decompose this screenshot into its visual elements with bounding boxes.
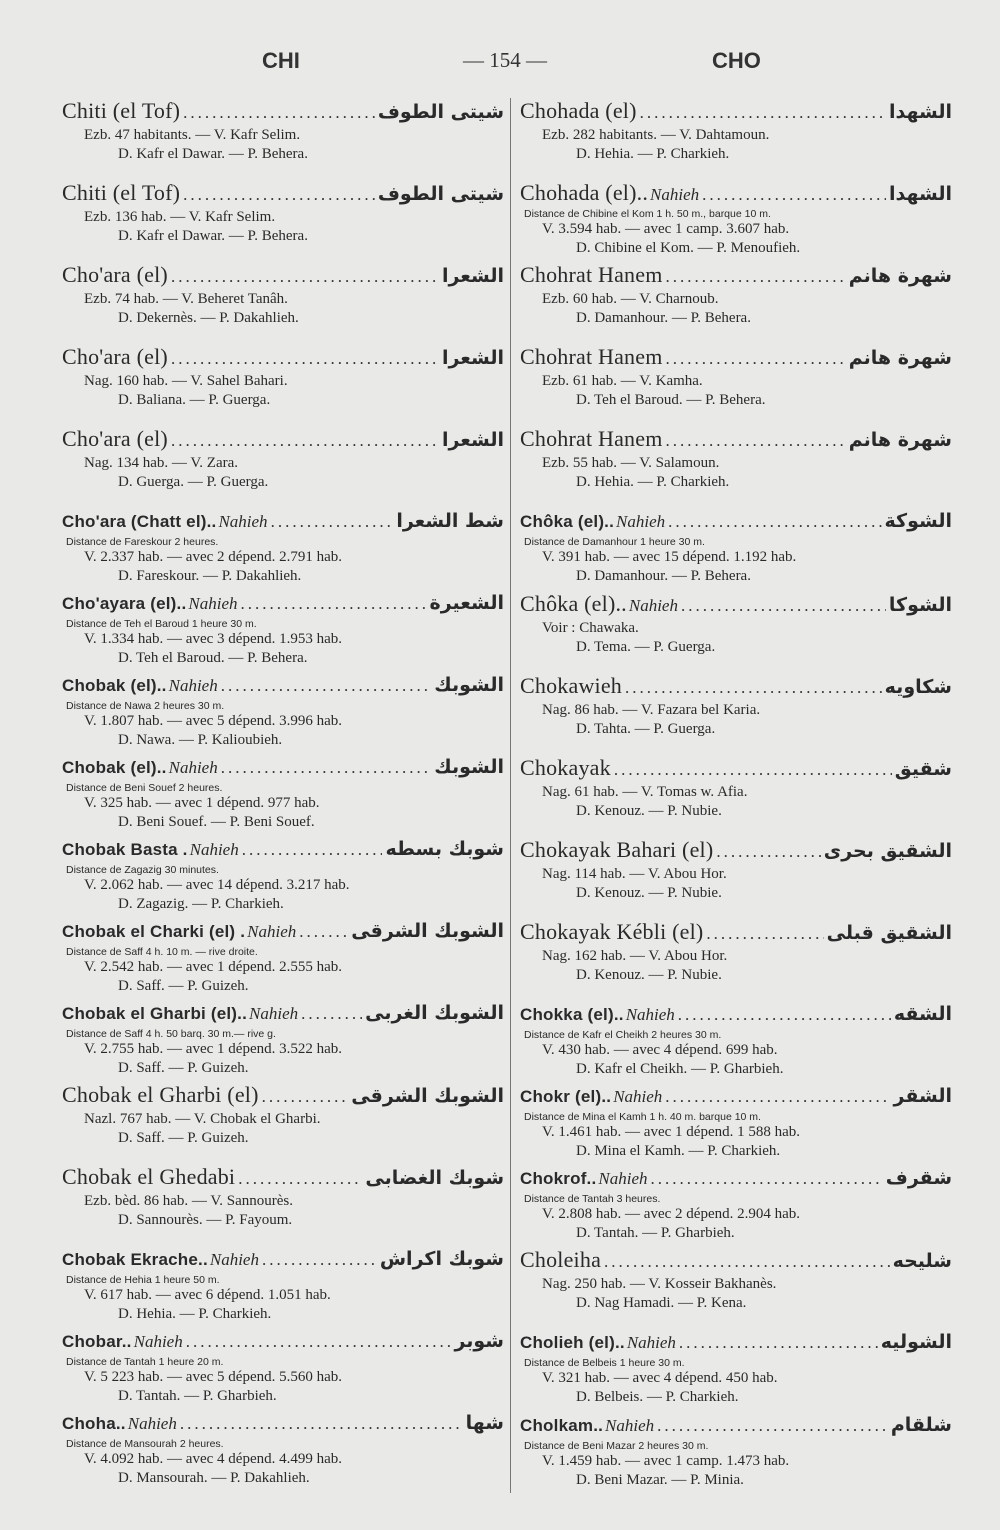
leader-dots [679, 1328, 878, 1358]
gazetteer-entry [62, 506, 504, 588]
arabic-name: شهرة هانم [848, 265, 952, 288]
entry-district: D. Baliana. — P. Guerga. [118, 392, 271, 408]
entry-population: Nag. 250 hab. — V. Kosseir Bakhanès. [542, 1276, 777, 1293]
entry-kind: Nahieh [598, 1169, 648, 1189]
entry-distance: Distance de Tantah 3 heures. [524, 1193, 661, 1206]
leader-dots [657, 1411, 888, 1441]
entry-name: Chôka (el).. [520, 512, 615, 532]
leader-dots [666, 426, 846, 456]
entry-kind: Nahieh [650, 185, 700, 205]
entry-name: Chobak (el).. [62, 676, 167, 695]
entry-headline [520, 917, 952, 947]
arabic-name: شوبر [454, 1330, 504, 1352]
arabic-name: الشعيرة [429, 592, 504, 614]
entry-population: Ezb. bèd. 86 hab. — V. Sannourès. [84, 1193, 294, 1209]
gazetteer-entry [520, 917, 952, 999]
arabic-name: شها [465, 1412, 504, 1434]
entry-name: Chôka (el).. [520, 590, 627, 616]
arabic-name: شيتى الطوف [377, 183, 504, 205]
arabic-name: الشوبك الشرقى [351, 920, 504, 942]
entry-district: D. Zagazig. — P. Charkieh. [118, 896, 284, 912]
entry-name: Cholieh (el).. [520, 1333, 625, 1353]
gazetteer-entry [520, 96, 952, 178]
entry-headline [62, 998, 504, 1028]
entry-name: Cho'ara (el) [62, 344, 168, 369]
entry-population: Nag. 134 hab. — V. Zara. [84, 455, 238, 471]
entry-headline [62, 916, 504, 946]
header-left: CHI [262, 48, 300, 73]
entry-population: V. 1.334 hab. — avec 3 dépend. 1.953 hab. [84, 631, 343, 647]
entry-population: Voir : Chawaka. [542, 619, 639, 636]
entry-kind: Nahieh [605, 1415, 655, 1435]
entry-kind: Nahieh [218, 512, 268, 531]
leader-dots [665, 1082, 890, 1112]
entry-name: Chokka (el).. [520, 1005, 624, 1025]
gazetteer-entry [62, 260, 504, 342]
entry-district: D. Kafr el Cheikh. — P. Gharbieh. [576, 1061, 784, 1078]
entry-population: Nag. 160 hab. — V. Sahel Bahari. [84, 373, 288, 389]
leader-dots [183, 98, 375, 128]
entry-distance: Distance de Saff 4 h. 50 barq. 30 m.— rive g. [66, 1028, 276, 1040]
entry-population: V. 2.337 hab. — avec 2 dépend. 2.791 hab. [84, 549, 343, 565]
entry-district: D. Hehia. — P. Charkieh. [118, 1306, 272, 1322]
gazetteer-entry [62, 588, 504, 670]
gazetteer-entry [520, 835, 952, 917]
entry-population: V. 1.807 hab. — avec 5 dépend. 3.996 hab. [84, 713, 343, 729]
entry-kind: Nahieh [168, 758, 218, 777]
entry-district: D. Kenouz. — P. Nubie. [576, 802, 722, 819]
entry-headline [520, 1327, 952, 1357]
right-column [520, 96, 952, 1492]
entry-population: V. 4.092 hab. — avec 4 dépend. 4.499 hab. [84, 1451, 343, 1467]
entry-district: D. Mansourah. — P. Dakahlieh. [118, 1470, 310, 1486]
leader-dots [702, 180, 886, 210]
entry-name: Chobak Ekrache.. [62, 1250, 208, 1269]
entry-district: D. Damanhour. — P. Behera. [576, 310, 751, 327]
entry-headline [62, 1326, 504, 1356]
entry-name: Chobak (el).. [62, 758, 167, 777]
entry-population: V. 3.594 hab. — avec 1 camp. 3.607 hab. [542, 221, 790, 238]
gazetteer-entry [62, 178, 504, 260]
entry-headline [62, 506, 504, 536]
leader-dots [604, 1247, 890, 1277]
arabic-name: شط الشعرا [396, 510, 504, 532]
entry-kind: Nahieh [249, 1004, 299, 1023]
entry-population: V. 2.808 hab. — avec 2 dépend. 2.904 hab. [542, 1206, 801, 1223]
entry-district: D. Teh el Baroud. — P. Behera. [118, 650, 308, 666]
entry-district: D. Saff. — P. Guizeh. [118, 1130, 249, 1146]
entry-headline [520, 999, 952, 1029]
entry-headline [520, 835, 952, 865]
arabic-name: الشقر [893, 1085, 952, 1108]
entry-population: Ezb. 136 hab. — V. Kafr Selim. [84, 209, 276, 225]
arabic-name: الشوليه [880, 1331, 952, 1354]
entry-headline [62, 752, 504, 782]
entry-name: Chobak el Charki (el) . [62, 922, 246, 941]
entry-kind: Nahieh [168, 676, 218, 695]
gazetteer-entry [520, 589, 952, 671]
leader-dots [301, 999, 362, 1029]
entry-district: D. Fareskour. — P. Dakahlieh. [118, 568, 302, 584]
gazetteer-entry [62, 1080, 504, 1162]
entry-distance: Distance de Kafr el Cheikh 2 heures 30 m. [524, 1029, 722, 1042]
entry-population: V. 617 hab. — avec 6 dépend. 1.051 hab. [84, 1287, 331, 1303]
entry-headline [62, 1408, 504, 1438]
entry-population: V. 391 hab. — avec 15 dépend. 1.192 hab. [542, 549, 797, 566]
leader-dots [262, 1245, 377, 1275]
entry-district: D. Damanhour. — P. Behera. [576, 568, 751, 585]
column-divider [510, 98, 511, 1493]
entry-population: Nazl. 767 hab. — V. Chobak el Gharbi. [84, 1111, 321, 1127]
entry-distance: Distance de Chibine el Kom 1 h. 50 m., barque 10 m. [524, 208, 771, 221]
entry-kind: Nahieh [626, 1333, 676, 1353]
entry-name: Chobak el Gharbi (el).. [62, 1004, 248, 1023]
entry-kind: Nahieh [133, 1332, 183, 1351]
leader-dots [183, 180, 375, 210]
entry-district: D. Kenouz. — P. Nubie. [576, 884, 722, 901]
entry-distance: Distance de Nawa 2 heures 30 m. [66, 700, 225, 712]
entry-name: Cho'ara (el) [62, 262, 168, 287]
gazetteer-entry [62, 670, 504, 752]
entry-headline [520, 178, 952, 208]
entry-distance: Distance de Hehia 1 heure 50 m. [66, 1274, 220, 1286]
entry-name: Chohrat Hanem [520, 262, 663, 288]
entry-kind: Nahieh [628, 595, 678, 615]
entry-kind: Nahieh [127, 1414, 177, 1433]
entry-name: Chohrat Hanem [520, 426, 663, 452]
gazetteer-entry [62, 96, 504, 178]
entry-population: Ezb. 47 habitants. — V. Kafr Selim. [84, 127, 301, 143]
entry-distance: Distance de Damanhour 1 heure 30 m. [524, 536, 705, 549]
entry-headline [520, 1163, 952, 1193]
entry-district: D. Tahta. — P. Guerga. [576, 720, 716, 737]
gazetteer-entry [520, 999, 952, 1081]
entry-distance: Distance de Belbeis 1 heure 30 m. [524, 1357, 685, 1370]
arabic-name: شهرة هانم [848, 429, 952, 452]
entry-name: Cholkam.. [520, 1415, 604, 1435]
leader-dots [651, 1164, 883, 1194]
leader-dots [716, 837, 820, 867]
entry-district: D. Sannourès. — P. Fayoum. [118, 1212, 293, 1228]
leader-dots [625, 673, 882, 703]
arabic-name: الشهدا [888, 101, 952, 123]
entry-name: Chokayak Kébli (el) [520, 918, 704, 944]
entry-population: Nag. 114 hab. — V. Abou Hor. [542, 865, 727, 882]
entry-population: Ezb. 61 hab. — V. Kamha. [542, 373, 703, 390]
entry-kind: Nahieh [616, 512, 666, 532]
entry-district: D. Tantah. — P. Gharbieh. [576, 1225, 735, 1242]
leader-dots [221, 753, 432, 783]
gazetteer-entry [62, 834, 504, 916]
entry-population: V. 321 hab. — avec 4 dépend. 450 hab. [542, 1370, 778, 1387]
entry-population: V. 2.062 hab. — avec 14 dépend. 3.217 hab. [84, 877, 350, 893]
entry-population: V. 1.459 hab. — avec 1 camp. 1.473 hab. [542, 1452, 790, 1469]
entry-district: D. Mina el Kamh. — P. Charkieh. [576, 1143, 781, 1160]
arabic-name: الشعرا [441, 265, 504, 287]
entry-distance: Distance de Beni Mazar 2 heures 30 m. [524, 1439, 709, 1452]
arabic-name: شكاويه [884, 675, 952, 698]
entry-headline [62, 424, 504, 454]
leader-dots [241, 589, 427, 619]
entry-district: D. Chibine el Kom. — P. Menoufieh. [576, 240, 801, 257]
entry-district: D. Tema. — P. Guerga. [576, 638, 716, 655]
leader-dots [186, 1327, 452, 1357]
entry-name: Cho'ara (el) [62, 426, 168, 451]
gazetteer-entry [62, 752, 504, 834]
arabic-name: شوبك الغضابى [365, 1167, 504, 1189]
left-column [62, 96, 504, 1490]
entry-kind: Nahieh [188, 594, 238, 613]
entry-population: Nag. 86 hab. — V. Fazara bel Karia. [542, 701, 761, 718]
entry-district: D. Saff. — P. Guizeh. [118, 978, 249, 994]
entry-headline [520, 506, 952, 536]
leader-dots [271, 507, 394, 537]
arabic-name: شوبك اكراش [379, 1248, 504, 1270]
entry-name: Choha.. [62, 1414, 126, 1433]
entry-headline [62, 1244, 504, 1274]
entry-district: D. Beni Souef. — P. Beni Souef. [118, 814, 315, 830]
entry-name: Chokrof.. [520, 1169, 597, 1189]
leader-dots [681, 591, 886, 621]
entry-district: D. Nag Hamadi. — P. Kena. [576, 1295, 747, 1312]
entry-district: D. Kafr el Dawar. — P. Behera. [118, 228, 308, 244]
entry-headline [62, 260, 504, 290]
leader-dots [640, 98, 886, 128]
entry-distance: Distance de Mansourah 2 heures. [66, 1438, 224, 1450]
entry-population: Nag. 61 hab. — V. Tomas w. Afia. [542, 783, 748, 800]
entry-population: Ezb. 282 habitants. — V. Dahtamoun. [542, 127, 770, 143]
arabic-name: الشوكا [888, 593, 952, 616]
entry-population: V. 5 223 hab. — avec 5 dépend. 5.560 hab. [84, 1369, 343, 1385]
entry-distance: Distance de Saff 4 h. 10 m. — rive droite. [66, 946, 258, 958]
leader-dots [180, 1409, 463, 1439]
arabic-name: شقرف [885, 1167, 952, 1190]
entry-name: Chokayak Bahari (el) [520, 836, 714, 862]
entry-population: Ezb. 60 hab. — V. Charnoub. [542, 291, 719, 308]
entry-headline [62, 178, 504, 208]
leader-dots [171, 426, 439, 456]
gazetteer-entry [520, 671, 952, 753]
gazetteer-entry [520, 1245, 952, 1327]
leader-dots [171, 344, 439, 374]
gazetteer-entry [520, 1163, 952, 1245]
entry-name: Cho'ayara (el).. [62, 594, 187, 613]
entry-name: Cho'ara (Chatt el).. [62, 512, 217, 531]
gazetteer-entry [520, 342, 952, 424]
entry-headline [520, 753, 952, 783]
entry-distance: Distance de Zagazig 30 minutes. [66, 864, 219, 876]
entry-population: V. 1.461 hab. — avec 1 dépend. 1 588 hab. [542, 1124, 801, 1141]
gazetteer-entry [62, 424, 504, 506]
leader-dots [242, 835, 383, 865]
arabic-name: الشقيق بحرى [823, 839, 952, 862]
entry-name: Chobak el Ghedabi [62, 1164, 236, 1189]
leader-dots [666, 262, 846, 292]
entry-name: Choleiha [520, 1247, 602, 1273]
entry-name: Chohada (el) [520, 98, 637, 123]
leader-dots [262, 1082, 349, 1112]
entry-name: Chohrat Hanem [520, 344, 663, 370]
gazetteer-entry [62, 998, 504, 1080]
entry-district: D. Hehia. — P. Charkieh. [576, 474, 730, 491]
gazetteer-entry [520, 753, 952, 835]
entry-population: Ezb. 55 hab. — V. Salamoun. [542, 455, 720, 472]
arabic-name: شوبك بسطه [385, 838, 504, 860]
leader-dots [238, 1164, 362, 1194]
entry-headline [62, 342, 504, 372]
entry-name: Chiti (el Tof) [62, 98, 181, 123]
leader-dots [706, 919, 823, 949]
leader-dots [668, 507, 881, 537]
arabic-name: شليحه [892, 1250, 952, 1273]
entry-headline [520, 1410, 952, 1440]
arabic-name: الشوبك [434, 756, 504, 778]
gazetteer-entry [62, 1162, 504, 1244]
entry-headline [520, 260, 952, 290]
entry-headline [62, 1080, 504, 1110]
entry-population: Ezb. 74 hab. — V. Beheret Tanâh. [84, 291, 288, 307]
arabic-name: شلقام [890, 1413, 952, 1436]
entry-headline [520, 424, 952, 454]
page-header [0, 48, 1000, 82]
arabic-name: الشعرا [441, 429, 504, 451]
entry-name: Chobar.. [62, 1332, 132, 1351]
gazetteer-entry [520, 1327, 952, 1409]
arabic-name: الشوبك الشرقى [351, 1085, 504, 1107]
entry-district: D. Teh el Baroud. — P. Behera. [576, 392, 766, 409]
entry-name: Chokr (el).. [520, 1087, 612, 1107]
arabic-name: الشعرا [441, 347, 504, 369]
arabic-name: شيتى الطوف [377, 101, 504, 123]
entry-headline [520, 96, 952, 126]
entry-district: D. Beni Mazar. — P. Minia. [576, 1471, 744, 1488]
entry-headline [62, 670, 504, 700]
gazetteer-entry [62, 1408, 504, 1490]
entry-district: D. Nawa. — P. Kalioubieh. [118, 732, 283, 748]
arabic-name: الشوكة [884, 510, 952, 533]
entry-headline [62, 96, 504, 126]
arabic-name: الشقه [893, 1003, 952, 1026]
gazetteer-entry [62, 1244, 504, 1326]
gazetteer-entry [62, 342, 504, 424]
entry-name: Chobak el Gharbi (el) [62, 1082, 259, 1107]
entry-population: V. 430 hab. — avec 4 dépend. 699 hab. [542, 1042, 778, 1059]
entry-population: Nag. 162 hab. — V. Abou Hor. [542, 947, 728, 964]
entry-name: Chiti (el Tof) [62, 180, 181, 205]
entry-district: D. Hehia. — P. Charkieh. [576, 146, 730, 162]
gazetteer-entry [520, 260, 952, 342]
entry-headline [520, 589, 952, 619]
entry-kind: Nahieh [209, 1250, 259, 1269]
entry-population: V. 325 hab. — avec 1 dépend. 977 hab. [84, 795, 320, 811]
leader-dots [171, 262, 439, 292]
entry-kind: Nahieh [613, 1087, 663, 1107]
entry-population: V. 2.755 hab. — avec 1 dépend. 3.522 hab. [84, 1041, 343, 1057]
entry-headline [520, 671, 952, 701]
arabic-name: شقيق [894, 757, 952, 780]
entry-district: D. Tantah. — P. Gharbieh. [118, 1388, 277, 1404]
entry-distance: Distance de Mina el Kamh 1 h. 40 m. barque 10 m. [524, 1111, 761, 1124]
entry-district: D. Belbeis. — P. Charkieh. [576, 1389, 739, 1406]
entry-name: Chobak Basta . [62, 840, 188, 859]
entry-kind: Nahieh [189, 840, 239, 859]
entry-district: D. Saff. — P. Guizeh. [118, 1060, 249, 1076]
entry-district: D. Kenouz. — P. Nubie. [576, 966, 722, 983]
entry-district: D. Kafr el Dawar. — P. Behera. [118, 146, 308, 162]
leader-dots [614, 755, 892, 785]
entry-distance: Distance de Teh el Baroud 1 heure 30 m. [66, 618, 257, 630]
gazetteer-entry [520, 506, 952, 588]
gazetteer-entry [62, 916, 504, 998]
entry-district: D. Guerga. — P. Guerga. [118, 474, 269, 490]
gazetteer-entry [520, 424, 952, 506]
leader-dots [678, 1000, 891, 1030]
entry-headline [62, 1162, 504, 1192]
entry-name: Chohada (el).. [520, 180, 649, 206]
entry-distance: Distance de Fareskour 2 heures. [66, 536, 219, 548]
entry-headline [520, 342, 952, 372]
gazetteer-entry [520, 1081, 952, 1163]
entry-name: Chokawieh [520, 672, 623, 698]
entry-distance: Distance de Tantah 1 heure 20 m. [66, 1356, 224, 1368]
leader-dots [666, 344, 846, 374]
entry-kind: Nahieh [625, 1005, 675, 1025]
gazetteer-entry [520, 178, 952, 260]
gazetteer-entry [62, 1326, 504, 1408]
entry-headline [520, 1081, 952, 1111]
entry-kind: Nahieh [247, 922, 297, 941]
entry-distance: Distance de Beni Souef 2 heures. [66, 782, 223, 794]
leader-dots [299, 917, 348, 947]
gazetteer-entry [520, 1410, 952, 1492]
entry-district: D. Dekernès. — P. Dakahlieh. [118, 310, 299, 326]
leader-dots [221, 671, 432, 701]
entry-headline [520, 1245, 952, 1275]
arabic-name: الشهدا [888, 183, 952, 206]
arabic-name: الشوبك الغربى [365, 1002, 504, 1024]
arabic-name: الشقيق قبلى [826, 921, 952, 944]
arabic-name: الشوبك [434, 674, 504, 696]
entry-headline [62, 588, 504, 618]
page-number: — 154 — [463, 48, 547, 72]
entry-headline [62, 834, 504, 864]
header-right: CHO [712, 48, 761, 73]
entry-name: Chokayak [520, 754, 611, 780]
entry-population: V. 2.542 hab. — avec 1 dépend. 2.555 hab. [84, 959, 343, 975]
arabic-name: شهرة هانم [848, 347, 952, 370]
